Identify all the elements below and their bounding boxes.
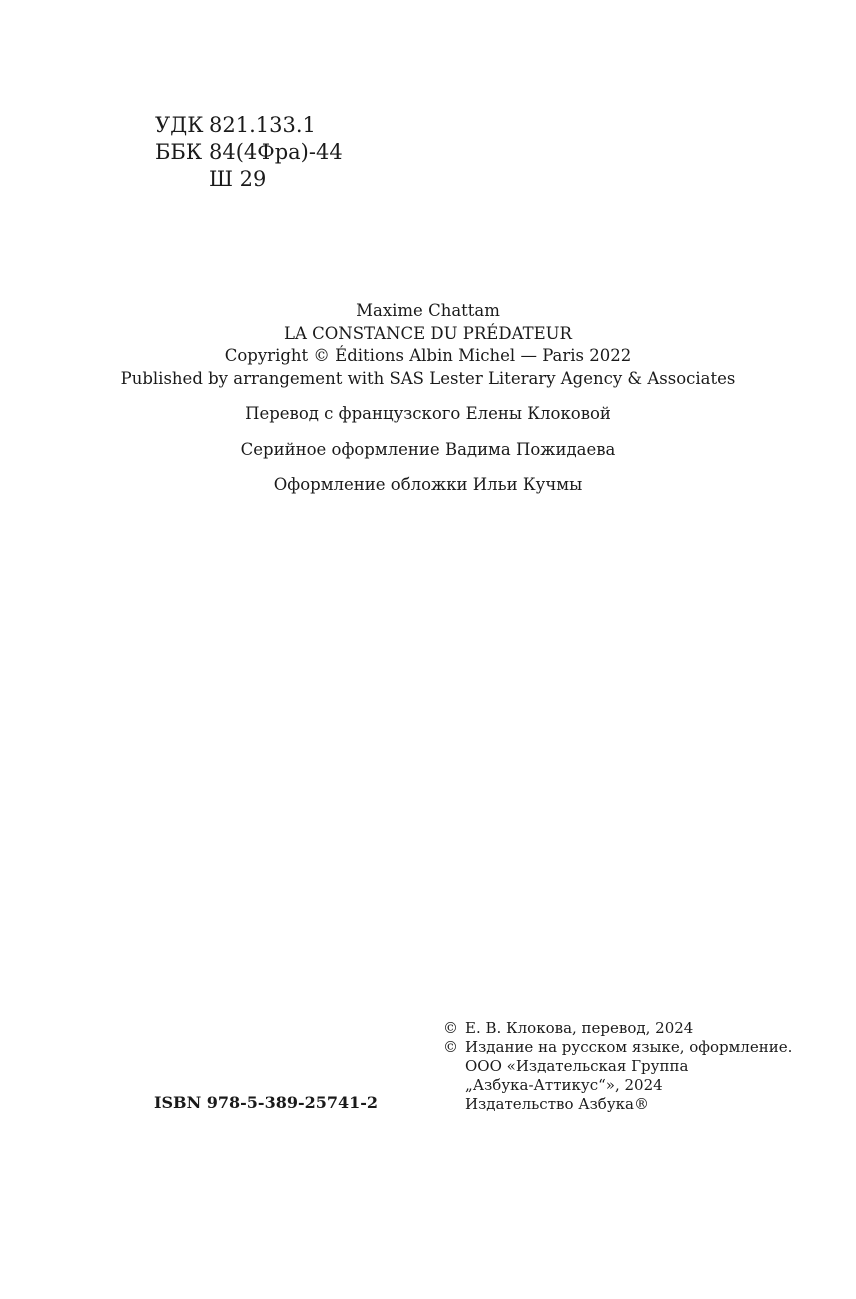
translation-credit: Перевод с французского Елены Клоковой xyxy=(245,404,611,423)
copyright-edition: © Издание на русском языке, оформление. xyxy=(443,1038,793,1056)
bbk-row xyxy=(155,139,343,166)
author-mark-row xyxy=(155,166,343,193)
arrangement-line: Published by arrangement with SAS Lester Literary Agency & Associates xyxy=(120,368,736,388)
copyright-line: Copyright © Éditions Albin Michel — Paris 2022 xyxy=(224,346,632,365)
author-mark: Ш 29 xyxy=(209,167,267,191)
copyright-symbol: © xyxy=(443,1038,458,1056)
credits-block xyxy=(0,300,856,497)
udk-label: УДК xyxy=(155,113,204,137)
publisher-line: ООО «Издательская Группа xyxy=(465,1057,689,1075)
udk-value: 821.133.1 xyxy=(209,113,316,137)
cover-design-credit: Оформление обложки Ильи Кучмы xyxy=(273,475,583,494)
bbk-label: ББК xyxy=(155,140,203,164)
copyright-symbol: © xyxy=(443,1019,458,1037)
series-design-credit: Серийное оформление Вадима Пожидаева xyxy=(240,439,616,459)
publisher-line: Издательство Азбука® xyxy=(465,1095,649,1113)
udk-row xyxy=(155,112,343,139)
publisher-line: „Азбука-Аттикус“», 2024 xyxy=(465,1076,663,1094)
original-title: LA CONSTANCE DU PRÉDATEUR xyxy=(284,323,572,343)
isbn: ISBN 978-5-389-25741-2 xyxy=(154,1093,379,1112)
bbk-value: 84(4Фра)-44 xyxy=(209,140,343,164)
classification-block xyxy=(155,112,343,193)
author-name: Maxime Chattam xyxy=(356,301,500,320)
copyright-translation: © Е. В. Клокова, перевод, 2024 xyxy=(443,1019,694,1037)
copyright-notices xyxy=(443,1019,792,1114)
